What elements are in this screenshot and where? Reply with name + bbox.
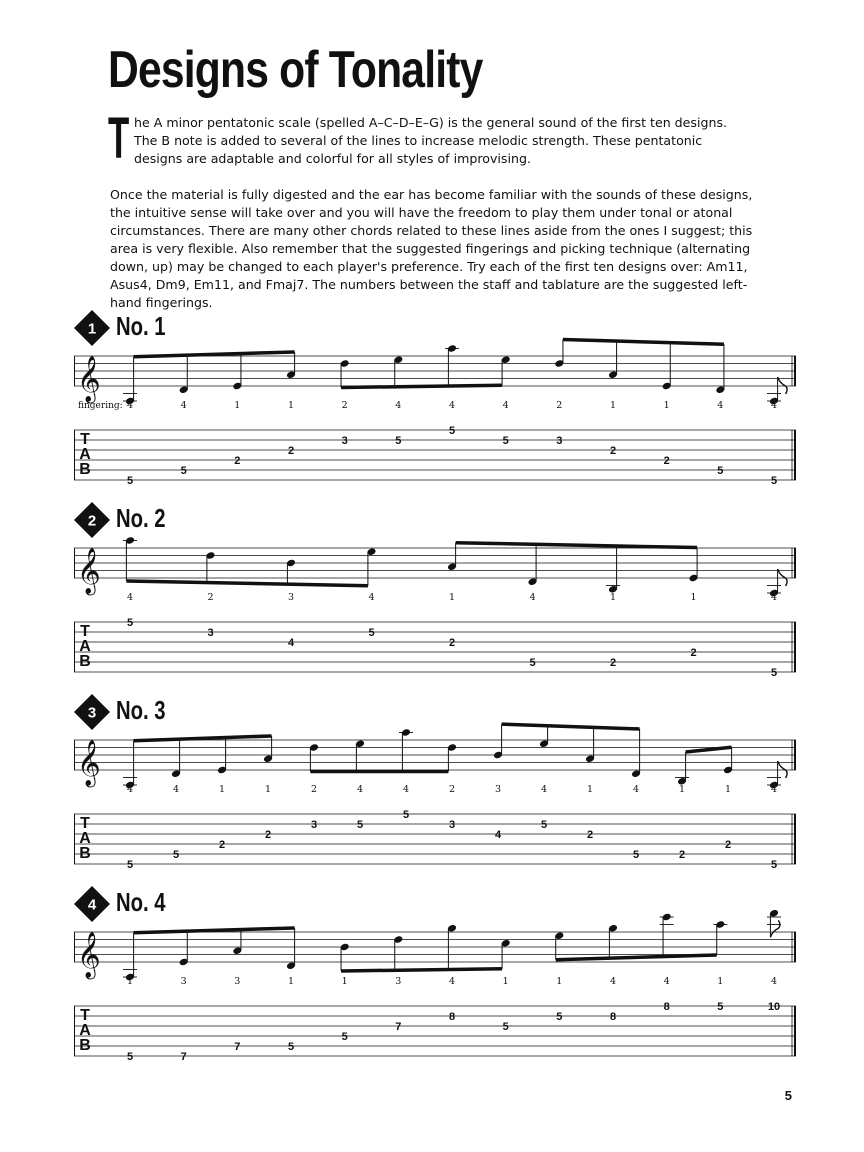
fingering-number: 4 xyxy=(448,400,456,411)
fingering-number: 4 xyxy=(356,784,364,795)
tab-fret-number: 2 xyxy=(287,445,295,457)
fingering-number: 1 xyxy=(264,784,272,795)
tab-letter: T xyxy=(80,1007,90,1024)
fingering-number: 4 xyxy=(770,400,778,411)
tab-letter: A xyxy=(79,638,91,655)
beam xyxy=(556,955,717,960)
design-3 xyxy=(74,694,796,874)
fingering-number: 4 xyxy=(540,784,548,795)
tab-fret-number: 5 xyxy=(395,435,402,447)
tab-fret-number: 3 xyxy=(310,819,318,831)
fingering-number: 4 xyxy=(368,592,375,603)
badge-number: 4 xyxy=(87,896,97,914)
fingering-number: 4 xyxy=(402,784,410,795)
tab-letter: A xyxy=(79,830,91,847)
fingering-number: 2 xyxy=(341,400,348,411)
tab-fret-number: 8 xyxy=(663,1001,670,1013)
fingering-number: 1 xyxy=(234,400,241,411)
tab-letter: T xyxy=(80,623,90,640)
fingering-number: 4 xyxy=(663,976,670,987)
treble-clef-icon: 𝄞 xyxy=(77,932,101,978)
tab-fret-number: 5 xyxy=(717,1001,724,1013)
tab-fret-number: 5 xyxy=(556,1011,563,1023)
eighth-flag xyxy=(778,569,788,586)
fingering-number: 4 xyxy=(126,592,134,603)
beam xyxy=(456,543,697,548)
notation-system xyxy=(74,886,796,1066)
tab-fret-number: 3 xyxy=(207,627,214,639)
tab-fret-number: 4 xyxy=(287,637,295,649)
tab-fret-number: 5 xyxy=(126,859,134,871)
fingering-number: 4 xyxy=(502,400,509,411)
tab-fret-number: 5 xyxy=(126,475,134,487)
fingering-number: 4 xyxy=(126,784,134,795)
treble-clef-icon: 𝄞 xyxy=(77,548,101,594)
fingering-number: 3 xyxy=(395,976,402,987)
tab-fret-number: 7 xyxy=(234,1041,241,1053)
tab-letter: T xyxy=(80,815,90,832)
tab-fret-number: 5 xyxy=(540,819,548,831)
tab-letter: B xyxy=(79,653,91,670)
fingering-number: 1 xyxy=(609,400,617,411)
notation-system xyxy=(74,310,796,490)
tab-fret-number: 2 xyxy=(264,829,272,841)
tab-fret-number: 5 xyxy=(180,465,187,477)
tab-fret-number: 8 xyxy=(609,1011,617,1023)
design-2 xyxy=(74,502,796,682)
tab-fret-number: 5 xyxy=(770,667,778,679)
fingering-number: 2 xyxy=(310,784,318,795)
fingering-number: 1 xyxy=(609,592,617,603)
fingering-number: 3 xyxy=(234,976,241,987)
fingering-number: 1 xyxy=(287,400,295,411)
fingering-number: 4 xyxy=(770,784,778,795)
fingering-number: 1 xyxy=(218,784,226,795)
fingering-number: 4 xyxy=(770,976,778,987)
eighth-flag xyxy=(778,377,788,394)
tab-fret-number: 5 xyxy=(632,849,640,861)
page-number: 5 xyxy=(784,1088,792,1103)
fingering-number: 3 xyxy=(494,784,502,795)
fingering-number: 1 xyxy=(556,976,563,987)
tab-fret-number: 2 xyxy=(234,455,241,467)
fingering-number: 4 xyxy=(717,400,724,411)
tab-fret-number: 7 xyxy=(180,1051,187,1063)
tab-fret-number: 7 xyxy=(395,1021,402,1033)
tab-fret-number: 2 xyxy=(218,839,226,851)
fingering-number: 1 xyxy=(126,976,134,987)
tab-fret-number: 3 xyxy=(556,435,563,447)
fingering-number: 1 xyxy=(287,976,295,987)
design-4 xyxy=(74,886,796,1066)
notation-system xyxy=(74,502,796,682)
fingering-number: 4 xyxy=(609,976,617,987)
tab-letter: B xyxy=(79,461,91,478)
fingering-number: 1 xyxy=(690,592,697,603)
page-title: Designs of Tonality xyxy=(108,41,483,99)
tab-fret-number: 5 xyxy=(529,657,536,669)
beam xyxy=(341,385,502,387)
design-title: No. 2 xyxy=(116,503,166,533)
fingering-number: 2 xyxy=(556,400,563,411)
fingering-number: 4 xyxy=(180,400,187,411)
fingering-number: 4 xyxy=(770,592,778,603)
notation-system xyxy=(74,694,796,874)
beam xyxy=(502,724,640,729)
design-title: No. 4 xyxy=(116,887,166,917)
tab-fret-number: 2 xyxy=(690,647,697,659)
beam xyxy=(563,340,724,345)
fingering-number: 1 xyxy=(586,784,594,795)
design-title: No. 3 xyxy=(116,695,166,725)
design-1 xyxy=(74,310,796,490)
treble-clef-icon: 𝄞 xyxy=(77,356,101,402)
tab-fret-number: 5 xyxy=(502,1021,509,1033)
tab-fret-number: 5 xyxy=(368,627,375,639)
tab-fret-number: 5 xyxy=(402,809,410,821)
badge-number: 2 xyxy=(87,512,97,530)
badge-number: 1 xyxy=(87,320,97,338)
tab-fret-number: 2 xyxy=(609,445,617,457)
tab-fret-number: 2 xyxy=(724,839,732,851)
tab-fret-number: 5 xyxy=(448,425,456,437)
design-title: No. 1 xyxy=(116,311,166,341)
tab-fret-number: 2 xyxy=(609,657,617,669)
drop-cap: T xyxy=(108,106,130,171)
tab-fret-number: 5 xyxy=(341,1031,348,1043)
tab-fret-number: 5 xyxy=(172,849,180,861)
body-paragraph: Once the material is fully digested and the ear has become familiar with the sounds of these designs, the intuitive sense will take over and you will have the freedom to play them under tonal or atonal circumstances. There are many other chords related to these lines aside from the ones I suggest; this area is very flexible. Also remember that the suggested fingerings and picking technique (alternating down, up) may be changed to each player's preference. Try each of the first ten designs over: Am11, Asus4, Dm9, Em11, and Fmaj7. The numbers between the staff and tablature are the suggested left-hand fingerings. xyxy=(110,187,753,310)
tab-fret-number: 5 xyxy=(287,1041,295,1053)
tab-fret-number: 2 xyxy=(663,455,670,467)
beam xyxy=(126,581,368,586)
tab-letter: B xyxy=(79,845,91,862)
tab-letter: T xyxy=(80,431,90,448)
tab-fret-number: 3 xyxy=(448,819,456,831)
tab-fret-number: 5 xyxy=(356,819,364,831)
fingering-number: 4 xyxy=(126,400,134,411)
tab-fret-number: 5 xyxy=(770,475,778,487)
tab-fret-number: 2 xyxy=(448,637,456,649)
fingering-number: 1 xyxy=(724,784,732,795)
fingering-number: 3 xyxy=(287,592,295,603)
tab-letter: A xyxy=(79,446,91,463)
tab-fret-number: 2 xyxy=(586,829,594,841)
fingering-number: 4 xyxy=(172,784,180,795)
beam xyxy=(341,969,502,971)
fingering-number: 4 xyxy=(632,784,640,795)
treble-clef-icon: 𝄞 xyxy=(77,740,101,786)
tab-fret-number: 5 xyxy=(717,465,724,477)
fingering-number: 4 xyxy=(395,400,402,411)
fingering-number: 1 xyxy=(448,592,456,603)
fingering-number: 1 xyxy=(502,976,509,987)
fingering-number: 1 xyxy=(717,976,724,987)
tab-fret-number: 5 xyxy=(126,1051,134,1063)
fingering-number: 4 xyxy=(529,592,536,603)
tab-letter: B xyxy=(79,1037,91,1054)
tab-fret-number: 3 xyxy=(341,435,348,447)
fingering-number: 2 xyxy=(207,592,214,603)
tab-letter: A xyxy=(79,1022,91,1039)
fingering-number: 1 xyxy=(678,784,686,795)
fingering-number: 3 xyxy=(180,976,187,987)
fingering-label: fingering: xyxy=(78,401,123,411)
badge-number: 3 xyxy=(87,704,97,722)
fingering-number: 4 xyxy=(448,976,456,987)
tab-fret-number: 2 xyxy=(678,849,686,861)
beam xyxy=(686,747,732,752)
tab-fret-number: 8 xyxy=(448,1011,456,1023)
fingering-number: 2 xyxy=(448,784,456,795)
intro-paragraph: he A minor pentatonic scale (spelled A–C–D–E–G) is the general sound of the first ten designs. The B note is added to several of the lines to increase melodic strength. These pentatonic designs are adaptable and colorful for all styles of improvising. xyxy=(134,115,728,166)
fingering-number: 1 xyxy=(663,400,670,411)
tab-fret-number: 4 xyxy=(494,829,502,841)
eighth-flag xyxy=(770,920,780,937)
fingering-number: 1 xyxy=(341,976,348,987)
tab-fret-number: 10 xyxy=(767,1001,781,1013)
tab-fret-number: 5 xyxy=(126,617,134,629)
tab-fret-number: 5 xyxy=(770,859,778,871)
tab-fret-number: 5 xyxy=(502,435,509,447)
eighth-flag xyxy=(778,761,788,778)
